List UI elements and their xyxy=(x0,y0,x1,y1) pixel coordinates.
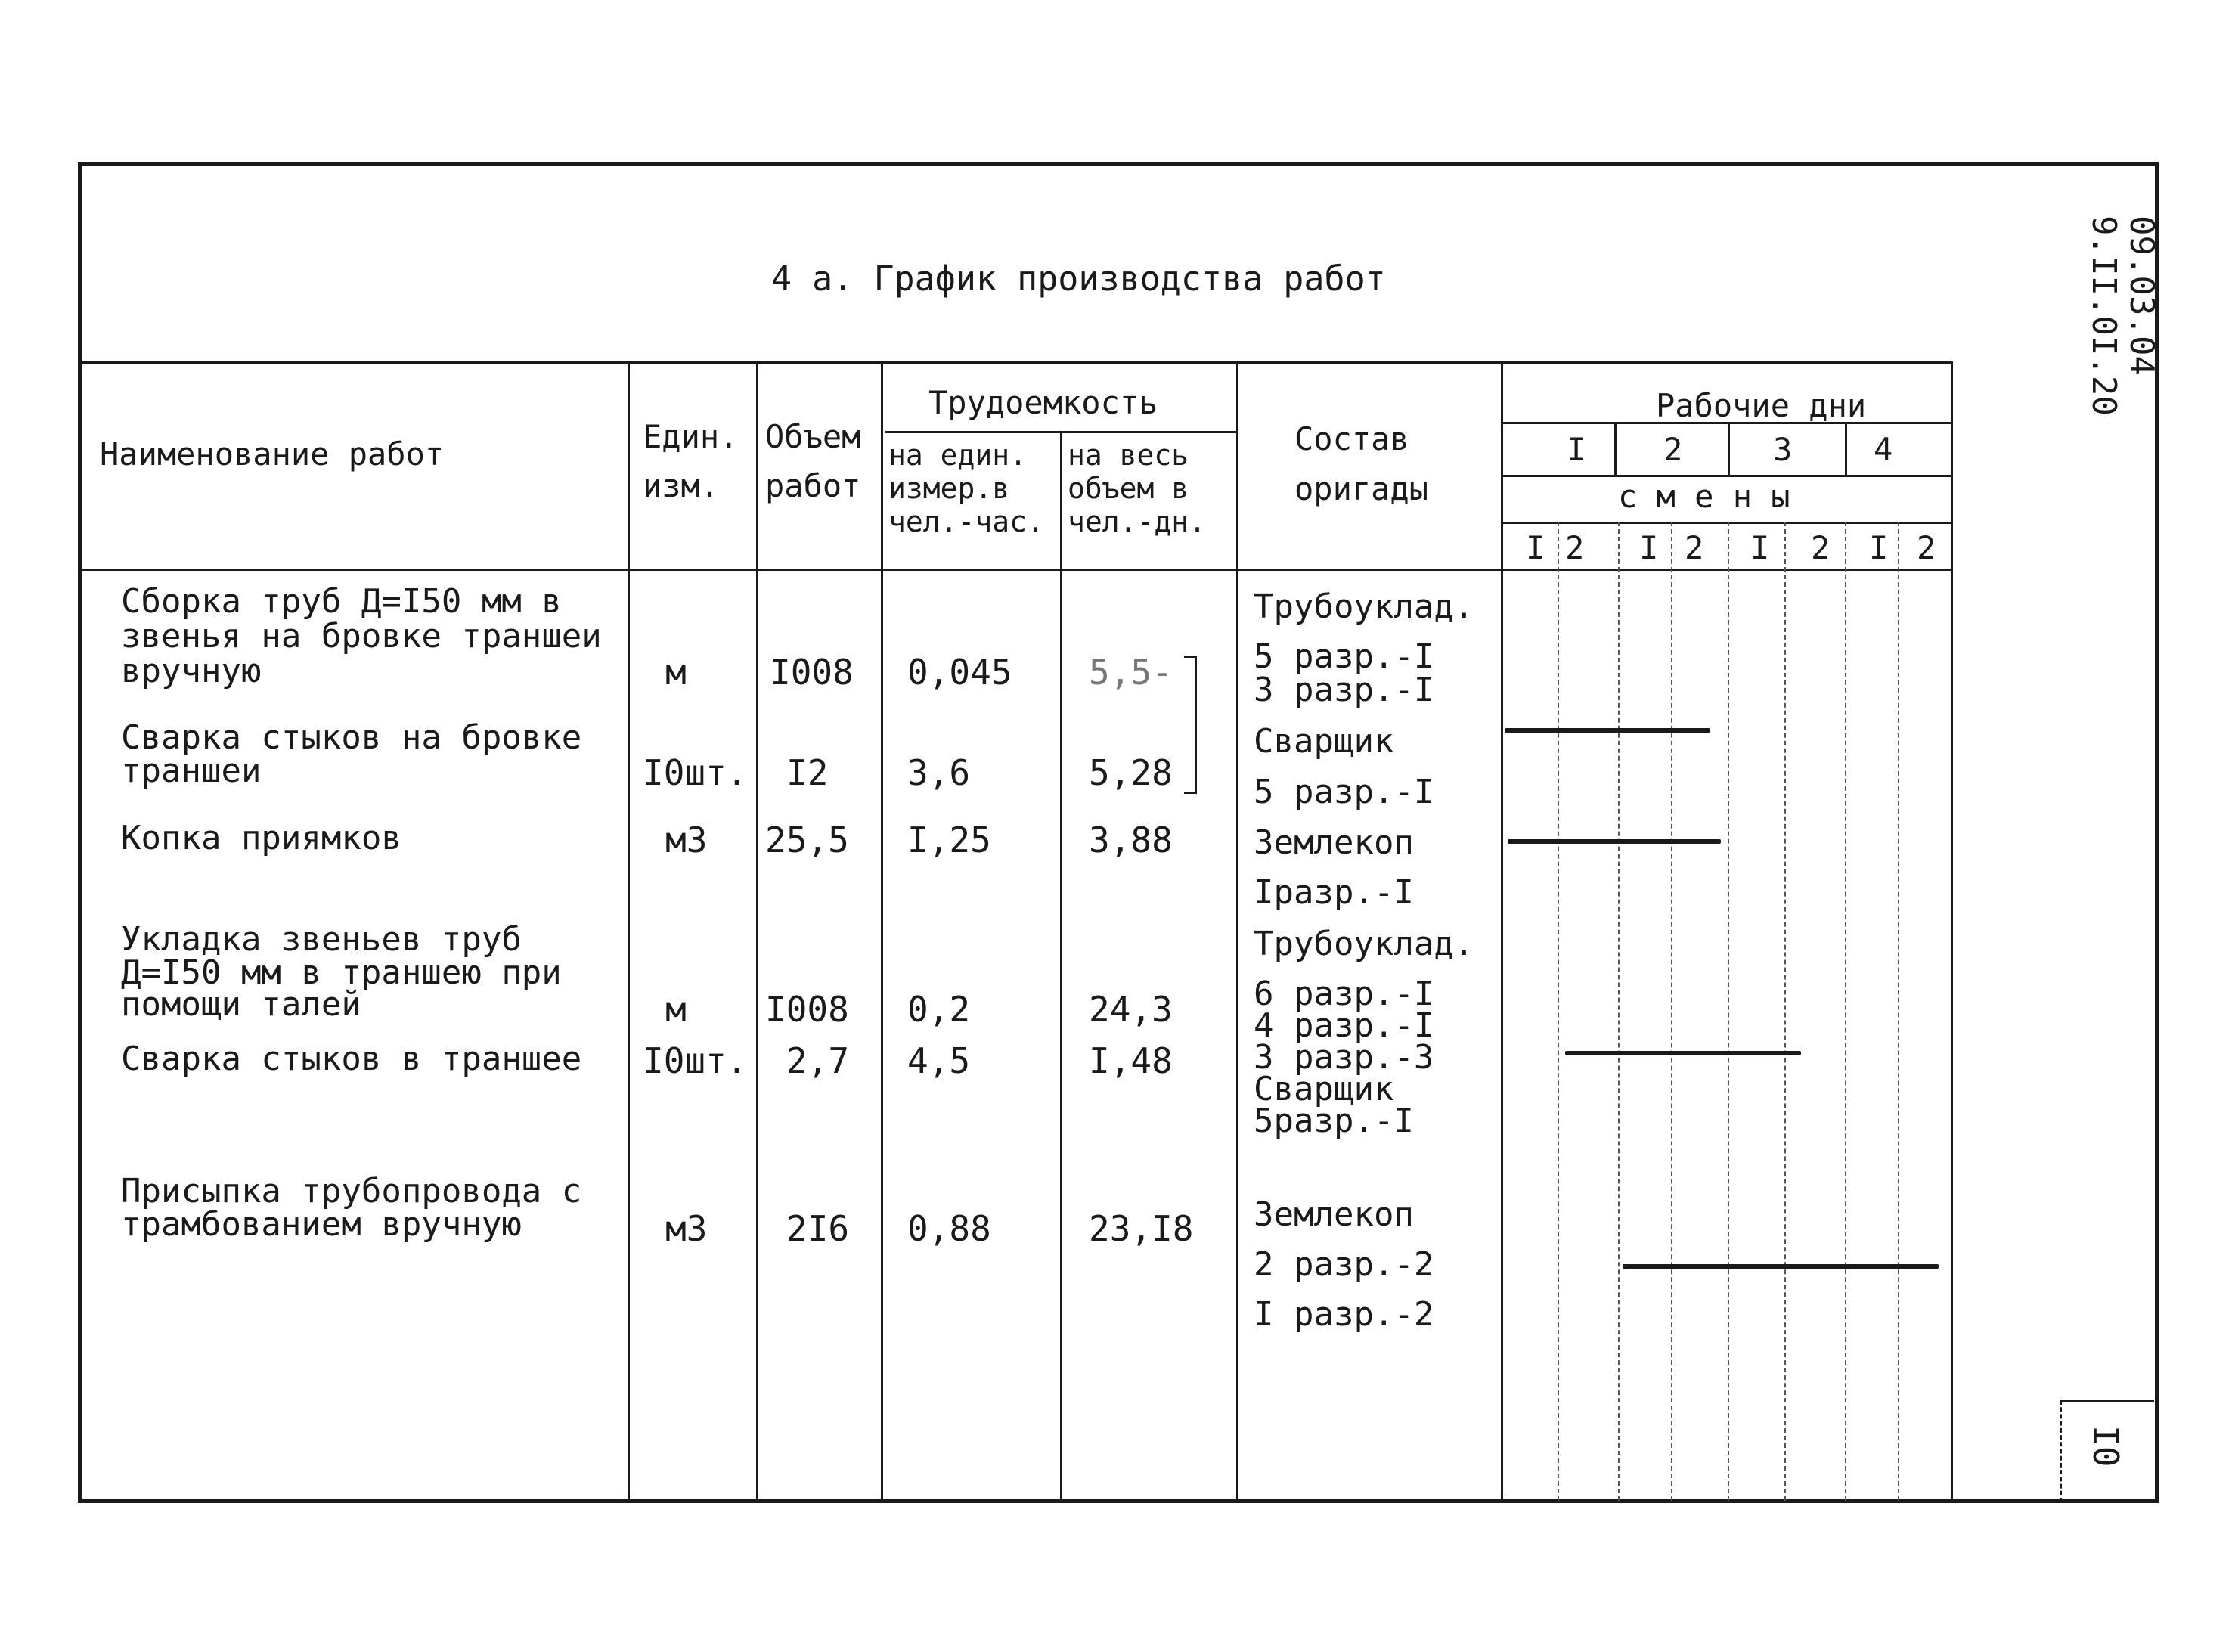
header-labor-unit-3: чел.-час. xyxy=(888,505,1044,538)
row3-crew-line1: Землекоп xyxy=(1254,823,1414,862)
row2-name-line1: Сварка стыков на бровке xyxy=(121,718,582,757)
shift-number: I xyxy=(1526,529,1545,566)
row4-per-unit: 0,2 xyxy=(907,989,971,1030)
row4-crew-line3: 4 разр.-I xyxy=(1254,1006,1434,1045)
day-number: 2 xyxy=(1663,431,1683,468)
grid-line xyxy=(1618,522,1620,1501)
day-number: 4 xyxy=(1874,431,1893,468)
total-bracket xyxy=(1184,656,1197,794)
row2-total: 5,28 xyxy=(1089,752,1173,793)
row3-volume: 25,5 xyxy=(765,820,849,860)
row1-crew-line3: 3 разр.-I xyxy=(1254,671,1434,709)
row1-crew-line2: 5 разр.-I xyxy=(1254,637,1434,676)
row6-per-unit: 0,88 xyxy=(907,1208,991,1249)
row1-total: 5,5- xyxy=(1089,652,1173,693)
col-line-volume xyxy=(756,361,758,1503)
header-labor-total-1: на весь xyxy=(1068,439,1189,472)
shift-sub-rule xyxy=(1501,522,1953,524)
row2-name-line2: траншеи xyxy=(121,752,262,790)
schedule-bar xyxy=(1508,839,1721,844)
grid-line xyxy=(1558,522,1559,1501)
row1-volume: I008 xyxy=(770,652,854,693)
day-number: I xyxy=(1567,431,1586,468)
header-crew-2: оригады xyxy=(1294,470,1429,507)
grid-line xyxy=(1898,522,1899,1501)
grid-line xyxy=(1728,522,1729,1501)
col-line-crew xyxy=(1236,361,1238,1503)
schedule-bar xyxy=(1565,1051,1801,1055)
row4-crew-line1: Трубоуклад. xyxy=(1254,925,1474,963)
shift-number: I xyxy=(1639,529,1659,566)
row6-name-line1: Присыпка трубопровода с xyxy=(121,1172,582,1210)
side-stamp-line2: 9.II.0I.20 xyxy=(2085,215,2123,416)
header-volume-2: работ xyxy=(765,467,861,504)
page-number: I0 xyxy=(2085,1425,2126,1468)
row2-crew-line1: Сварщик xyxy=(1254,722,1394,761)
daynum-sub-rule xyxy=(1501,475,1953,477)
row1-name-line1: Сборка труб Д=I50 мм в xyxy=(121,582,562,621)
row3-total: 3,88 xyxy=(1089,820,1173,860)
row3-unit: м3 xyxy=(665,820,708,860)
header-labor-unit-2: измер.в xyxy=(888,472,1010,505)
header-top-rule xyxy=(78,361,1953,364)
row6-crew-line2: 2 разр.-2 xyxy=(1254,1245,1434,1284)
row4-crew-line6: 5разр.-I xyxy=(1254,1102,1414,1140)
shift-number: 2 xyxy=(1565,529,1585,566)
side-stamp-line1: 09.03.04 xyxy=(2122,215,2161,376)
grid-line xyxy=(1784,522,1786,1501)
col-line-schedule xyxy=(1501,361,1503,1503)
header-shifts: с м е н ы xyxy=(1618,478,1790,515)
row6-volume: 2I6 xyxy=(786,1208,850,1249)
day-sep-2 xyxy=(1728,422,1730,476)
header-labor-total-3: чел.-дн. xyxy=(1068,505,1207,538)
row6-name-line2: трамбованием вручную xyxy=(121,1205,522,1244)
header-name: Наименование работ xyxy=(100,435,445,473)
shift-number: I xyxy=(1869,529,1889,566)
row5-volume: 2,7 xyxy=(786,1040,850,1081)
row1-unit: м xyxy=(665,652,687,693)
shift-number: 2 xyxy=(1917,529,1936,566)
row5-unit: I0шт. xyxy=(643,1040,748,1081)
row3-per-unit: I,25 xyxy=(907,820,991,860)
shift-number: 2 xyxy=(1685,529,1704,566)
row3-crew-line2: Iразр.-I xyxy=(1254,873,1414,912)
row5-per-unit: 4,5 xyxy=(907,1040,971,1081)
row2-volume: I2 xyxy=(786,752,829,793)
row4-name-line3: помощи талей xyxy=(121,985,361,1024)
row4-crew-line4: 3 разр.-3 xyxy=(1254,1038,1434,1077)
col-line-labor xyxy=(881,361,883,1503)
header-unit-2: изм. xyxy=(643,467,720,504)
header-unit-1: Един. xyxy=(643,418,739,455)
header-volume-1: Объем xyxy=(765,418,861,455)
schedule-bar xyxy=(1623,1264,1939,1269)
schedule-bar xyxy=(1505,728,1710,733)
row4-unit: м xyxy=(665,989,687,1030)
header-labor-total-2: объем в xyxy=(1068,472,1189,505)
row3-name-line1: Копка приямков xyxy=(121,819,401,857)
col-line-total xyxy=(1060,431,1062,1503)
row1-per-unit: 0,045 xyxy=(907,652,1012,693)
header-labor: Трудоемкость xyxy=(928,384,1158,421)
row2-per-unit: 3,6 xyxy=(907,752,971,793)
row4-name-line1: Укладка звеньев труб xyxy=(121,920,522,959)
row4-volume: I008 xyxy=(765,989,849,1030)
row4-total: 24,3 xyxy=(1089,989,1173,1030)
header-crew-1: Состав xyxy=(1294,420,1409,457)
row4-crew-line5: Сварщик xyxy=(1254,1070,1394,1108)
row5-total: I,48 xyxy=(1089,1040,1173,1081)
row2-crew-line2: 5 разр.-I xyxy=(1254,773,1434,811)
row6-unit: м3 xyxy=(665,1208,708,1249)
grid-line xyxy=(1671,522,1672,1501)
day-number: 3 xyxy=(1773,431,1793,468)
shift-number: I xyxy=(1750,529,1770,566)
row6-crew-line3: I разр.-2 xyxy=(1254,1295,1434,1334)
row4-crew-line2: 6 разр.-I xyxy=(1254,975,1434,1013)
header-days: Рабочие дни xyxy=(1656,387,1867,424)
day-sep-3 xyxy=(1845,422,1847,476)
day-sep-1 xyxy=(1614,422,1617,476)
row6-total: 23,I8 xyxy=(1089,1208,1194,1249)
col-line-unit xyxy=(628,361,630,1503)
grid-line xyxy=(1845,522,1846,1501)
row6-crew-line1: Землекоп xyxy=(1254,1195,1414,1234)
header-labor-unit-1: на един. xyxy=(888,439,1028,472)
col-line-schedule-end xyxy=(1951,361,1953,1503)
row2-unit: I0шт. xyxy=(643,752,748,793)
row1-name-line2: звенья на бровке траншеи xyxy=(121,617,602,656)
row1-crew-line1: Трубоуклад. xyxy=(1254,587,1474,626)
row5-name-line1: Сварка стыков в траншее xyxy=(121,1040,582,1078)
shift-number: 2 xyxy=(1811,529,1831,566)
row4-name-line2: Д=I50 мм в траншею при xyxy=(121,953,562,992)
page-title: 4 а. График производства работ xyxy=(771,259,1386,299)
row1-name-line3: вручную xyxy=(121,652,262,690)
